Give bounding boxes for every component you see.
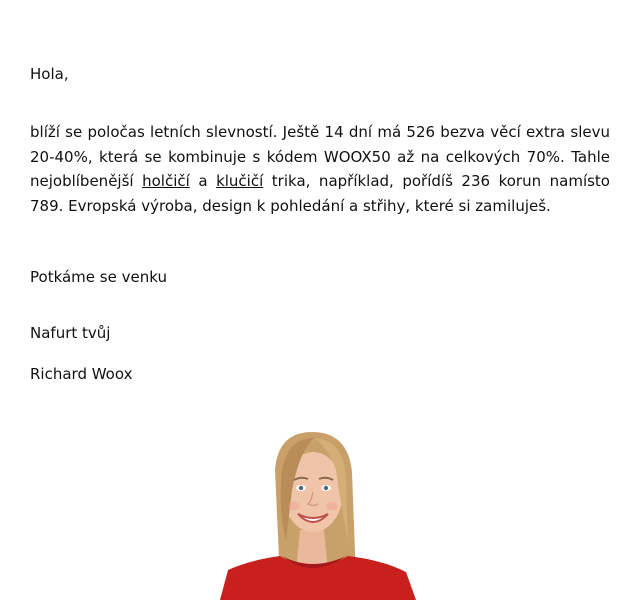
closing-line: Potkáme se venku [30, 268, 167, 286]
link-girls-tshirts[interactable]: holčičí [142, 172, 190, 190]
paragraph-text-2: a [189, 172, 217, 190]
portrait-illustration [220, 430, 420, 600]
woman-portrait-photo [220, 430, 420, 600]
greeting: Hola, [30, 65, 69, 83]
main-paragraph [30, 120, 610, 218]
signoff-line: Nafurt tvůj [30, 324, 111, 342]
link-boys-tshirts[interactable]: klučičí [216, 172, 264, 190]
signature-name: Richard Woox [30, 365, 133, 383]
paragraph-text-1: blíží se poločas letních slevností. Ještě 14 dní má 526 bezva věcí extra slevu 20-40%, která se kombinuje s kódem WOOX50 až na celkových 70%. Tahle nejoblíbenější [30, 123, 610, 190]
paragraph-text-3: trika, například, pořídíš 236 korun namísto 789. Evropská výroba, design k pohledání a střihy, které si zamiluješ. [30, 172, 610, 215]
